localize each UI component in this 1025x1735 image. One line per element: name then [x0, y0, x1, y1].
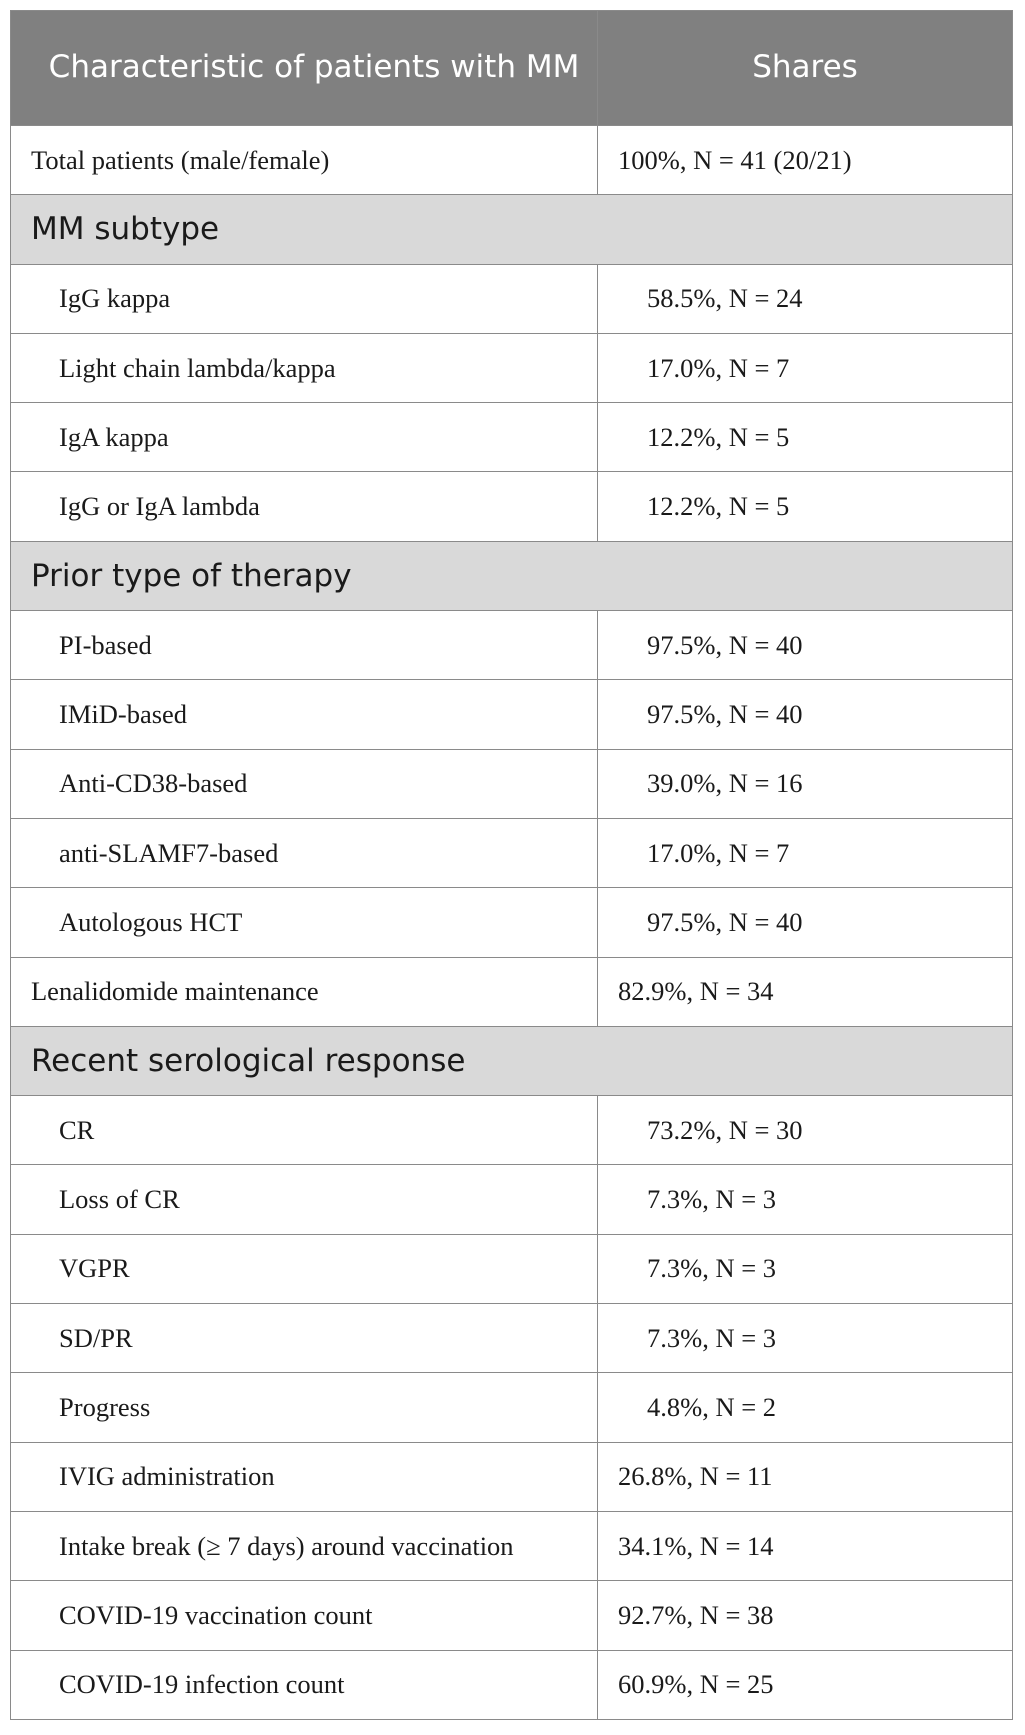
row-value: 17.0%, N = 7: [647, 837, 790, 868]
table-row: [11, 610, 1012, 679]
table-row: [11, 749, 1012, 818]
table-header: [11, 11, 1012, 125]
row-label: Progress: [11, 1373, 598, 1441]
row-value: 39.0%, N = 16: [647, 768, 803, 799]
row-label: PI-based: [11, 611, 598, 679]
row-label: SD/PR: [11, 1304, 598, 1372]
row-label: IgA kappa: [11, 403, 598, 471]
row-label: IgG kappa: [11, 265, 598, 333]
row-label: Light chain lambda/kappa: [11, 334, 598, 402]
row-value: 97.5%, N = 40: [647, 629, 803, 660]
row-label: COVID-19 infection count: [11, 1651, 598, 1719]
section-serological-response: [11, 1026, 1012, 1095]
table-row: [11, 818, 1012, 887]
table-row: [11, 1234, 1012, 1303]
row-value: 12.2%, N = 5: [647, 491, 790, 522]
table-row: [11, 1372, 1012, 1441]
table-row: [11, 333, 1012, 402]
row-label: anti-SLAMF7-based: [11, 819, 598, 887]
row-label: CR: [11, 1096, 598, 1164]
table-row: [11, 1095, 1012, 1164]
row-value: 12.2%, N = 5: [647, 421, 790, 452]
row-value: 97.5%, N = 40: [647, 699, 803, 730]
table-row: [11, 1580, 1012, 1649]
row-label: Total patients (male/female): [11, 126, 598, 194]
patient-characteristics-table: [10, 10, 1013, 1720]
row-value: 7.3%, N = 3: [647, 1253, 777, 1284]
table-row: [11, 402, 1012, 471]
row-value: 7.3%, N = 3: [647, 1322, 777, 1353]
table-row: [11, 471, 1012, 540]
row-value: 34.1%, N = 14: [618, 1530, 774, 1561]
table-row: [11, 887, 1012, 956]
section-prior-therapy: [11, 541, 1012, 610]
header-shares: Shares: [752, 49, 858, 86]
row-label: IMiD-based: [11, 680, 598, 748]
row-value: 7.3%, N = 3: [647, 1184, 777, 1215]
row-value: 58.5%, N = 24: [647, 283, 803, 314]
table-row: [11, 264, 1012, 333]
row-label: COVID-19 vaccination count: [11, 1581, 598, 1649]
row-label: Autologous HCT: [11, 888, 598, 956]
row-value: 100%, N = 41 (20/21): [618, 144, 852, 175]
section-title: MM subtype: [31, 211, 220, 248]
table-row: [11, 1650, 1012, 1719]
section-mm-subtype: [11, 194, 1012, 263]
table-row: [11, 1164, 1012, 1233]
table-row: [11, 957, 1012, 1026]
table-row: [11, 1511, 1012, 1580]
row-label: Loss of CR: [11, 1165, 598, 1233]
row-label: Lenalidomide maintenance: [11, 958, 598, 1026]
row-label: Intake break (≥ 7 days) around vaccination: [11, 1512, 598, 1580]
row-value: 26.8%, N = 11: [618, 1461, 773, 1492]
row-label: IVIG administration: [11, 1443, 598, 1511]
table-row: [11, 1442, 1012, 1511]
table-row: [11, 125, 1012, 194]
row-value: 17.0%, N = 7: [647, 352, 790, 383]
row-value: 60.9%, N = 25: [618, 1669, 774, 1700]
row-label: Anti-CD38-based: [11, 750, 598, 818]
table-row: [11, 679, 1012, 748]
row-value: 4.8%, N = 2: [647, 1391, 777, 1422]
row-value: 92.7%, N = 38: [618, 1599, 774, 1630]
table-row: [11, 1303, 1012, 1372]
section-title: Prior type of therapy: [31, 557, 352, 594]
row-value: 97.5%, N = 40: [647, 906, 803, 937]
row-label: IgG or IgA lambda: [11, 472, 598, 540]
row-value: 82.9%, N = 34: [618, 976, 774, 1007]
section-title: Recent serological response: [31, 1043, 466, 1079]
header-characteristic: Characteristic of patients with MM: [11, 11, 598, 125]
row-value: 73.2%, N = 30: [647, 1114, 803, 1145]
row-label: VGPR: [11, 1235, 598, 1303]
